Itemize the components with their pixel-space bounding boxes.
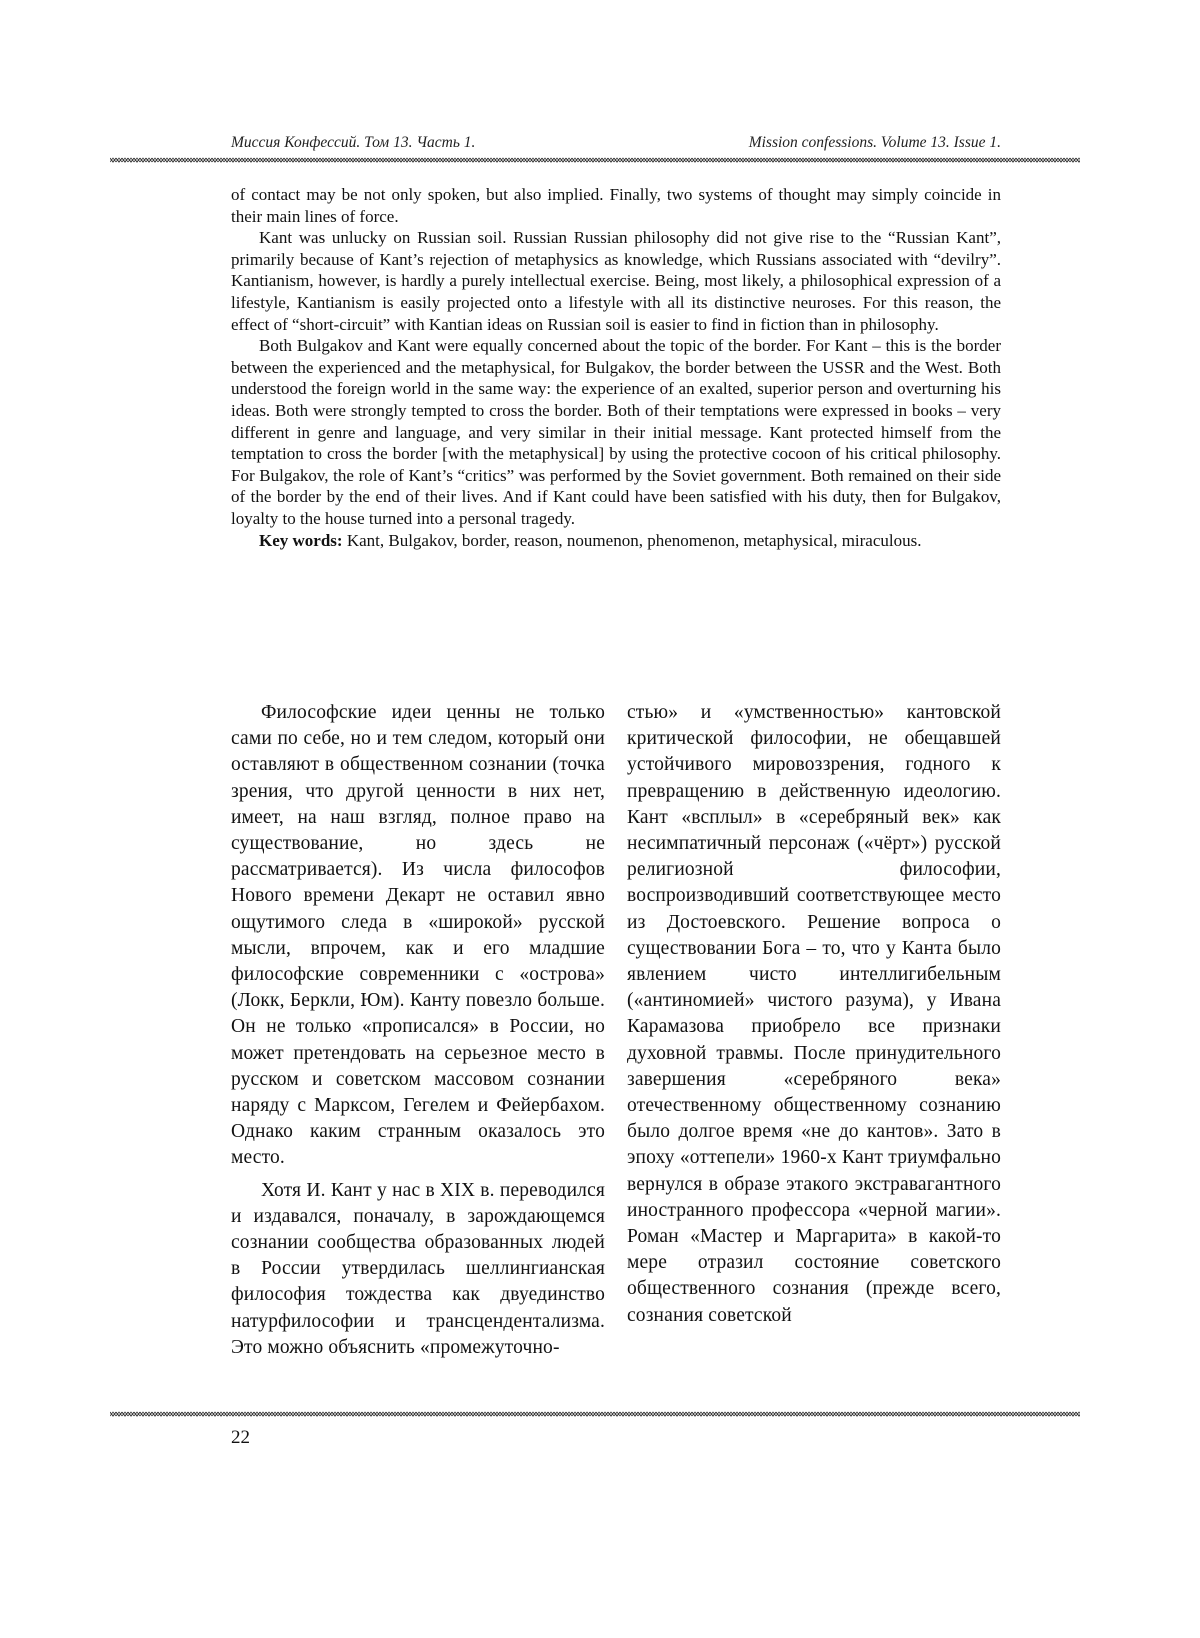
body-paragraph: Философские идеи ценны не только сами по себе, но и тем следом, который они оставляют в общественном сознании (точка зрения, что другой ценности в них нет, имеет, на наш взгляд, полное право на существование, но здесь не рассматривается). Из числа философов Нового времени Декарт не оставил явно ощутимого следа в «широкой» русской мысли, впрочем, как и его младшие философские современники с «острова» (Локк, Беркли, Юм). Канту повезло больше. Он не только «прописался» в России, но может претендовать на серьезное место в русском и советском массовом сознании наряду с Марксом, Гегелем и Фейербахом. Однако каким странным оказалось это место. [231, 702, 605, 1169]
body-column-left [231, 700, 605, 1367]
header-journal-en: Mission confessions. Volume 13. Issue 1. [748, 134, 1001, 151]
abstract-paragraph: Both Bulgakov and Kant were equally concerned about the topic of the border. For Kant – this is the border between the experienced and the metaphysical, for Bulgakov, the border between the USSR and the West. Both understood the foreign world in the same way: the experience of an exalted, superior person and overturning his ideas. Both were strongly tempted to cross the border. Both of their temptations were expressed in books – very different in genre and language, and very similar in their initial message. Kant protected himself from the temptation to cross the border [with the metaphysical] by using the protective cocoon of his critical philosophy. For Bulgakov, the role of Kant’s “critics” was performed by the Soviet government. Both remained on their side of the border by the end of their lives. And if Kant could have been satisfied with his duty, then for Bulgakov, loyalty to the house turned into a personal tragedy. [231, 336, 1001, 528]
keywords-list: Kant, Bulgakov, border, reason, noumenon, phenomenon, metaphysical, miraculous. [342, 530, 922, 550]
abstract-paragraph: Kant was unlucky on Russian soil. Russian Russian philosophy did not give rise to the “Russian Kant”, primarily because of Kant’s rejection of metaphysics as knowledge, which Russians associated with “devilry”. Kantianism, however, is hardly a purely intellectual exercise. Being, most likely, a philosophical expression of a lifestyle, Kantianism is easily projected onto a lifestyle with all its distinctive neuroses. For this reason, the effect of “short-circuit” with Kantian ideas on Russian soil is easier to find in fiction than in philosophy. [231, 228, 1001, 334]
abstract [231, 184, 1001, 551]
keywords-label: Key words: [259, 530, 343, 550]
body-column-right [627, 700, 1001, 1335]
header-ornament-rule [110, 156, 1080, 164]
abstract-paragraph: of contact may be not only spoken, but also implied. Finally, two systems of thought may simply coincide in their main lines of force. [231, 185, 1001, 226]
body-paragraph: стью» и «умственностью» кантовской критической философии, не обещавшей устойчивого мировоззрения, годного к превращению в действенную идеологию. Кант «всплыл» в «серебряный век» как несимпатичный персонаж («чёрт») русской религиозной философии, воспроизводивший соответствующее место из Достоевского. Решение вопроса о существовании Бога – то, что у Канта было явлением чисто интеллигибельным («антиномией» чистого разума), у Ивана Карамазова приобрело все признаки духовной травмы. После принудительного завершения «серебряного века» отечественному общественному сознанию было долгое время «не до кантов». Зато в эпоху «оттепели» 1960-х Кант триумфально вернулся в образе этакого экстравагантного иностранного профессора «черной магии». Роман «Мастер и Маргарита» в какой-то мере отразил состояние советского общественного сознания (прежде всего, сознания советской [627, 702, 1001, 1326]
page-number: 22 [231, 1427, 250, 1448]
body-paragraph: Хотя И. Кант у нас в XIX в. переводился и издавался, поначалу, в зарождающемся сознании сообщества образованных людей в России утвердилась шеллингианская философия тождества как двуединство натурфилософии и трансцендентализма. Это можно объяснить «промежуточно- [231, 1179, 605, 1358]
header-journal-ru: Миссия Конфессий. Том 13. Часть 1. [231, 134, 476, 151]
keywords [231, 530, 1001, 552]
footer-ornament-rule [110, 1410, 1080, 1418]
running-header [231, 134, 1001, 156]
